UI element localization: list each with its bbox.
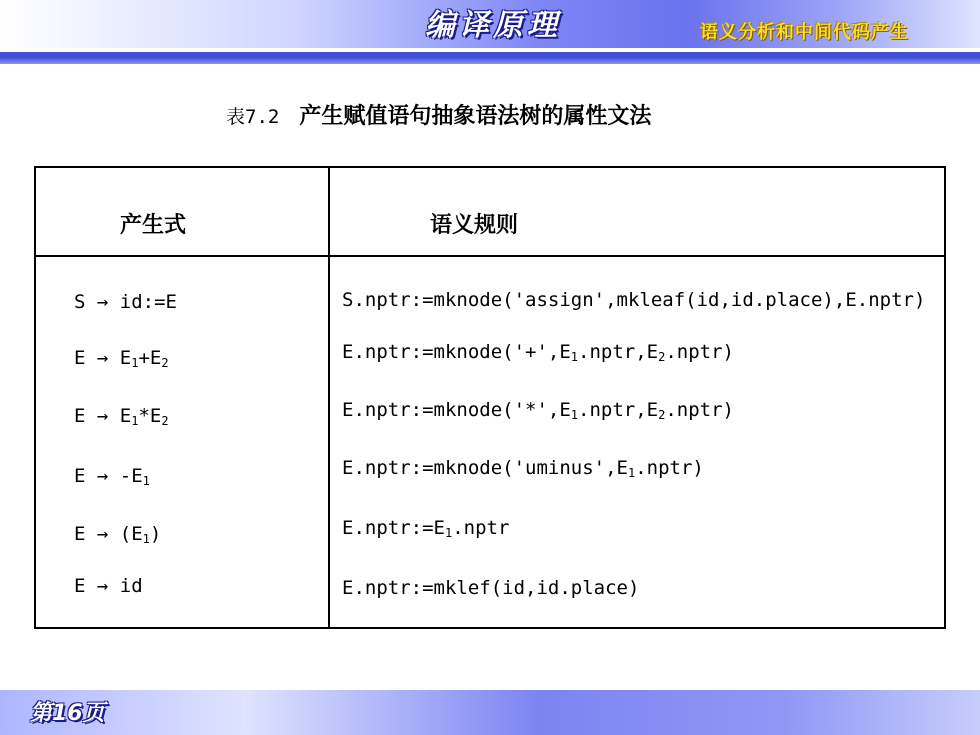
header-production: 产生式 — [120, 212, 187, 238]
course-title: 编译原理 — [425, 8, 561, 43]
production-cell: E → id — [74, 575, 143, 597]
table-number: 表7.2 — [226, 106, 280, 128]
rule-cell: $E.nptr:=mknode('+',E_1.nptr,E_2.nptr)$ — [342, 341, 734, 364]
column-divider — [328, 168, 330, 627]
production-cell: $E \to E_1+E_2$ — [74, 347, 169, 370]
production-cell: $E \to E_1*E_2$ — [74, 405, 169, 428]
chapter-title: 语义分析和中间代码产生 — [700, 22, 909, 43]
table-caption — [226, 96, 651, 136]
production-cell: $E \to -E_1$ — [74, 465, 150, 488]
footer-band — [0, 690, 980, 735]
header-rule — [0, 52, 980, 64]
header-semantic-rule: 语义规则 — [430, 212, 519, 238]
production-cell: S → id:=E — [74, 291, 177, 313]
page-number: 第16页 — [30, 701, 105, 726]
header-divider — [36, 255, 944, 257]
production-cell: $E \to (E_1)$ — [74, 523, 162, 546]
rule-cell: $E.nptr:=E_1.nptr$ — [342, 517, 510, 540]
rule-cell: $E.nptr:=mknode('*',E_1.nptr,E_2.nptr)$ — [342, 399, 734, 422]
rule-cell: $E.nptr:=mknode('uminus',E_1.nptr)$ — [342, 457, 704, 480]
rule-cell: E.nptr:=mklef(id,id.place) — [342, 577, 640, 599]
rule-cell: S.nptr:=mknode('assign',mkleaf(id,id.place),E.nptr) — [342, 289, 926, 311]
table-caption-text: 产生赋值语句抽象语法树的属性文法 — [299, 103, 652, 129]
attribute-grammar-table — [34, 166, 946, 629]
